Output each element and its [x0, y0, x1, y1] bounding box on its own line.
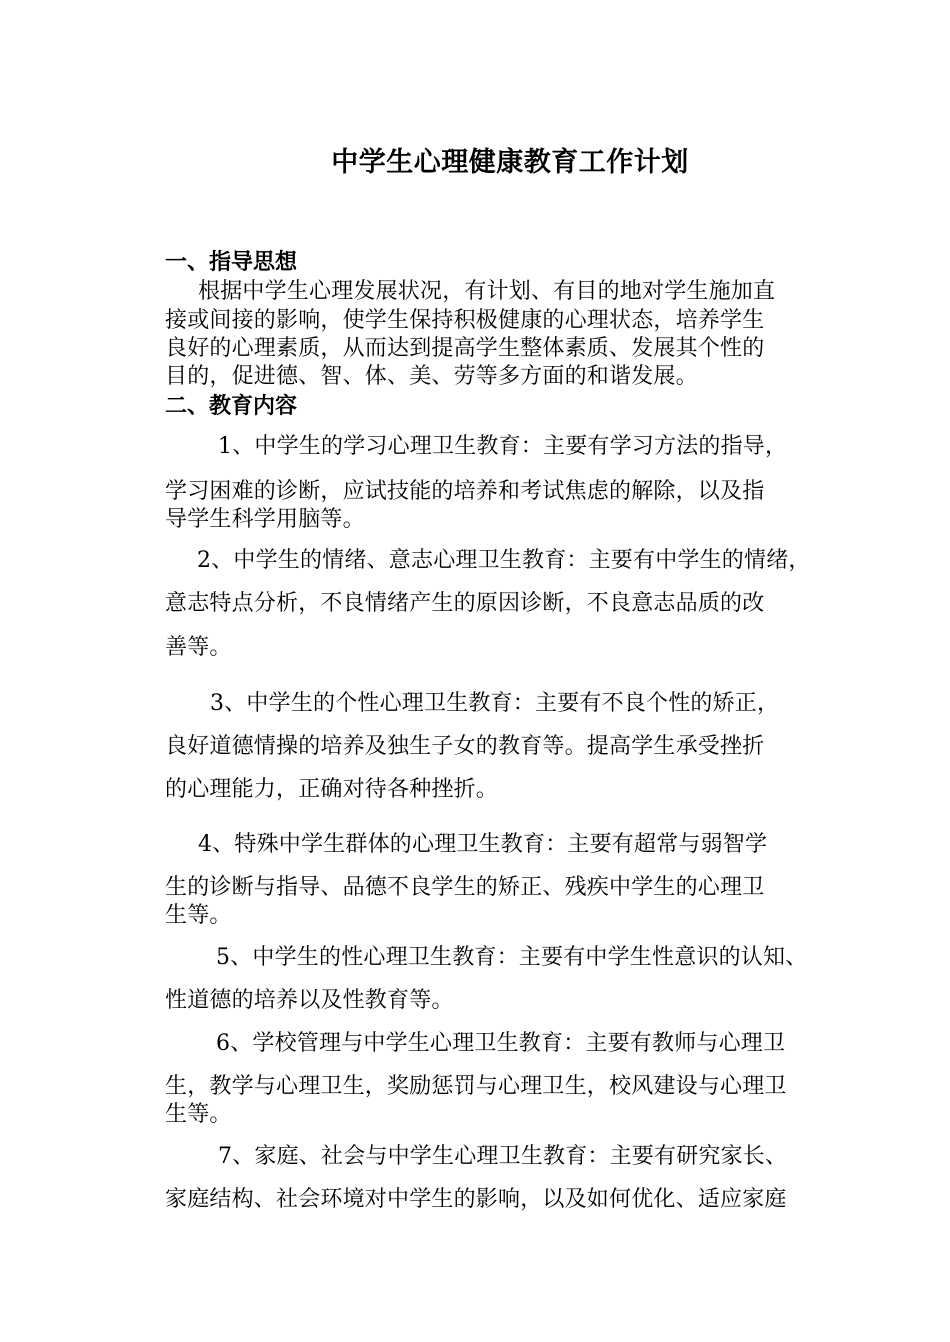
- list-item-line: 的心理能力，正确对待各种挫折。: [165, 777, 499, 802]
- paragraph-line: 接或间接的影响，使学生保持积极健康的心理状态，培养学生: [165, 308, 765, 333]
- list-item-line: 生等。: [165, 903, 232, 928]
- list-item-line: 学习困难的诊断，应试技能的培养和考试焦虑的解除，以及指: [165, 479, 765, 504]
- list-item-line: 性道德的培养以及性教育等。: [165, 988, 454, 1013]
- list-item-line: 1、中学生的学习心理卫生教育：主要有学习方法的指导，: [218, 434, 788, 459]
- section-heading-education-content: 二、教育内容: [165, 394, 298, 419]
- section-heading-guiding-thought: 一、指导思想: [165, 250, 298, 275]
- list-item-line: 7、家庭、社会与中学生心理卫生教育：主要有研究家长、: [218, 1144, 788, 1169]
- list-item-line: 生等。: [165, 1102, 232, 1127]
- paragraph-line: 根据中学生心理发展状况，有计划、有目的地对学生施加直: [198, 279, 776, 304]
- list-item-line: 家庭结构、社会环境对中学生的影响，以及如何优化、适应家庭: [165, 1187, 787, 1212]
- list-item-line: 5、中学生的性心理卫生教育：主要有中学生性意识的认知、: [216, 945, 808, 970]
- list-item-line: 良好道德情操的培养及独生子女的教育等。提高学生承受挫折: [165, 734, 765, 759]
- paragraph-line: 目的，促进德、智、体、美、劳等多方面的和谐发展。: [165, 364, 698, 389]
- list-item-line: 意志特点分析，不良情绪产生的原因诊断，不良意志品质的改: [165, 591, 765, 616]
- list-item-line: 善等。: [165, 635, 232, 660]
- list-item-line: 生的诊断与指导、品德不良学生的矫正、残疾中学生的心理卫: [165, 875, 765, 900]
- list-item-line: 4、特殊中学生群体的心理卫生教育：主要有超常与弱智学: [198, 832, 768, 857]
- list-item-line: 6、学校管理与中学生心理卫生教育：主要有教师与心理卫: [216, 1031, 786, 1056]
- list-item-line: 生，教学与心理卫生，奖励惩罚与心理卫生，校风建设与心理卫: [165, 1074, 787, 1099]
- list-item-line: 3、中学生的个性心理卫生教育：主要有不良个性的矫正，: [210, 691, 780, 716]
- document-title: 中学生心理健康教育工作计划: [331, 147, 689, 178]
- paragraph-line: 良好的心理素质，从而达到提高学生整体素质、发展其个性的: [165, 336, 765, 361]
- list-item-line: 2、中学生的情绪、意志心理卫生教育：主要有中学生的情绪，: [197, 548, 811, 573]
- list-item-line: 导学生科学用脑等。: [165, 507, 365, 532]
